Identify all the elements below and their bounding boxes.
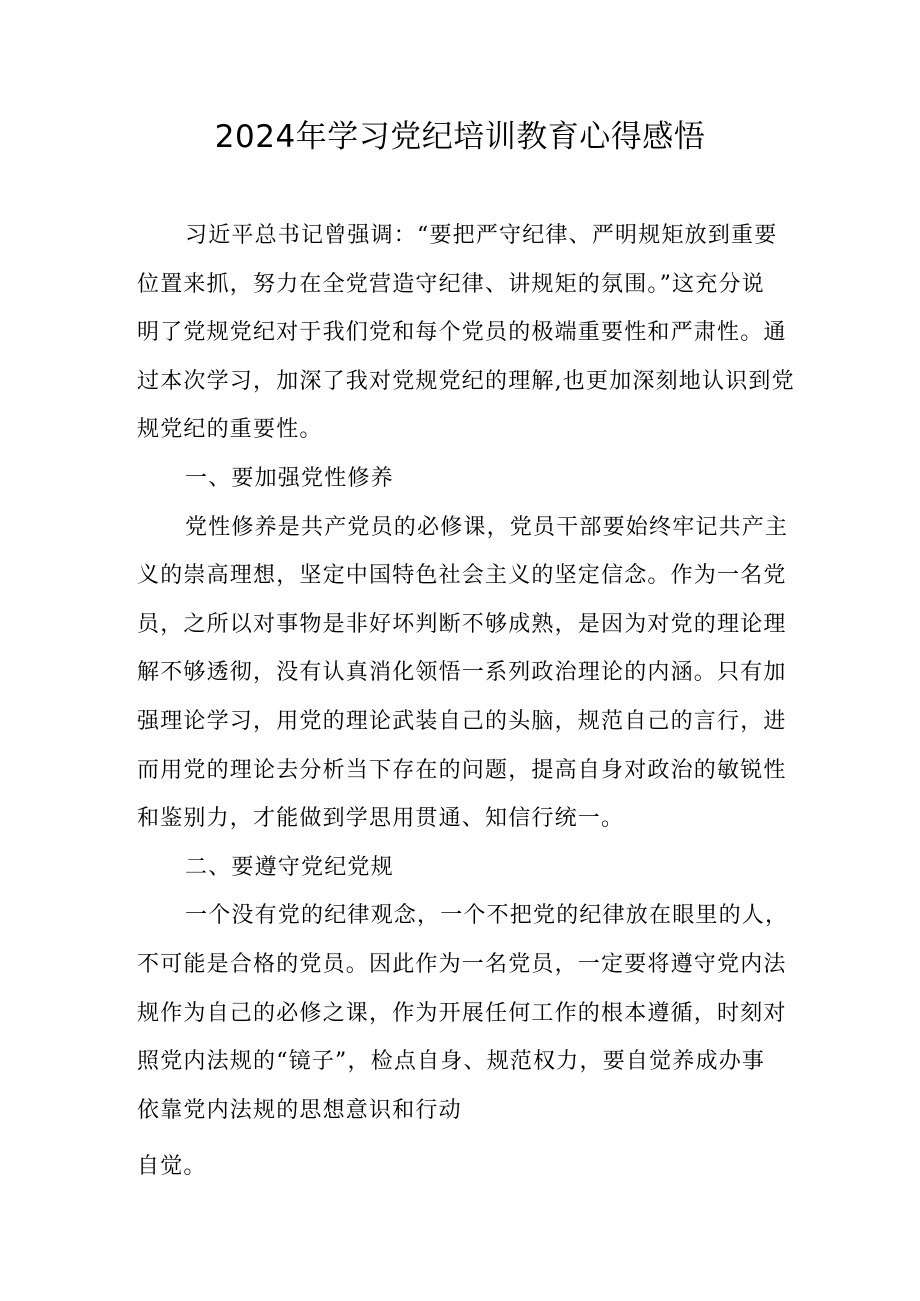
text-line: 而用党的理论去分析当下存在的问题，提高自身对政治的敏锐性	[137, 757, 787, 783]
paragraph-continuation	[137, 1143, 787, 1192]
heading-line: 一、要加强党性修养	[185, 465, 394, 491]
document-title: 2024年学习党纪培训教育心得感悟	[214, 119, 706, 155]
text-line: 自觉。	[137, 1154, 207, 1180]
section-heading-2	[137, 844, 787, 893]
paragraph-party-spirit	[137, 504, 787, 844]
text-line: 党性修养是共产党员的必修课，党员干部要始终牢记共产主	[185, 514, 789, 540]
text-line: 不可能是合格的党员。因此作为一名党员，一定要将遵守党内法	[137, 951, 787, 977]
text-line: 义的崇高理想，坚定中国特色社会主义的坚定信念。作为一名党	[137, 563, 787, 589]
text-line: 位置来抓，努力在全党营造守纪律、讲规矩的氛围。”这充分说	[137, 271, 765, 297]
text-line: 照党内法规的“镜子”，检点自身、规范权力，要自觉养成办事	[137, 1049, 766, 1075]
section-heading-1	[137, 455, 787, 504]
text-line: 规党纪的重要性。	[137, 417, 323, 443]
text-line: 习近平总书记曾强调：“要把严守纪律、严明规矩放到重要	[185, 223, 778, 248]
text-line: 和鉴别力，才能做到学思用贯通、知信行统一。	[137, 806, 625, 832]
paragraph-intro	[137, 212, 795, 455]
text-line: 一个没有党的纪律观念，一个不把党的纪律放在眼里的人，	[185, 903, 789, 929]
text-line: 解不够透彻，没有认真消化领悟一系列政治理论的内涵。只有加	[137, 660, 787, 686]
text-line: 明了党规党纪对于我们党和每个党员的极端重要性和严肃性。通	[137, 320, 787, 346]
paragraph-discipline	[137, 892, 787, 1135]
text-line: 员，之所以对事物是非好坏判断不够成熟，是因为对党的理论理	[137, 611, 787, 637]
heading-line: 二、要遵守党纪党规	[185, 854, 394, 880]
text-line: 依靠党内法规的思想意识和行动	[137, 1097, 462, 1123]
text-line: 强理论学习，用党的理论武装自己的头脑，规范自己的言行，进	[137, 708, 787, 734]
document-body	[137, 212, 795, 1192]
text-line: 规作为自己的必修之课，作为开展任何工作的根本遵循，时刻对	[137, 1000, 787, 1026]
text-line: 过本次学习，加深了我对党规党纪的理解,也更加深刻地认识到党	[137, 368, 795, 394]
